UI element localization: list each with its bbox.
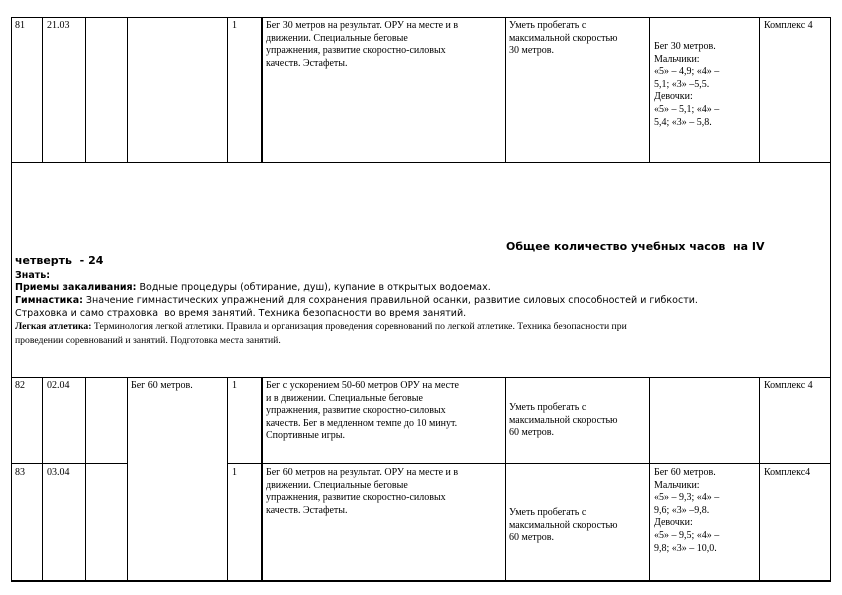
table-border bbox=[11, 162, 831, 163]
lesson-content: Бег 60 метров на результат. ОРУ на месте и в движении. Специальные беговые упражнения, развитие скоростно-силовых качеств. Эстафеты. bbox=[266, 467, 459, 516]
lesson-control: Бег 30 метров. Мальчики: «5» – 4,9; «4» – 5,1; «3» –5,5. Девочки: «5» – 5,1; «4» – 5,4; «3» – 5,8. bbox=[654, 41, 720, 128]
table-border bbox=[759, 17, 760, 163]
section-item bbox=[15, 321, 627, 334]
table-border bbox=[227, 17, 228, 163]
lesson-homework: Комплекс 4 bbox=[764, 380, 813, 391]
section-item-text: Страховка и само страховка во время занятий. Техника безопасности во время занятий. bbox=[15, 308, 467, 319]
section-item-text: Терминология легкой атлетики. Правила и организация проведения соревнований по легкой атлетике. Техника безопасности при bbox=[91, 321, 627, 332]
table-border bbox=[830, 377, 831, 582]
table-border bbox=[85, 377, 86, 582]
lesson-requirements: Уметь пробегать с максимальной скоростью 30 метров. bbox=[509, 20, 618, 57]
table-border bbox=[11, 17, 831, 18]
section-item-text: Водные процедуры (обтирание, душ), купание в открытых водоемах. bbox=[136, 282, 491, 293]
table-border bbox=[759, 377, 760, 582]
section-item bbox=[15, 307, 466, 320]
table-border bbox=[227, 463, 831, 464]
table-border bbox=[11, 377, 831, 378]
table-border bbox=[261, 17, 263, 163]
section-item-text: Значение гимнастических упражнений для сохранения правильной осанки, развитие силовых способностей и гибкости. bbox=[82, 295, 698, 306]
table-border bbox=[261, 377, 263, 582]
table-border bbox=[505, 17, 506, 163]
table-border bbox=[127, 377, 128, 582]
lesson-hours: 1 bbox=[232, 467, 237, 478]
section-item-label: Приемы закаливания: bbox=[15, 282, 137, 293]
section-item-label: Легкая атлетика: bbox=[15, 321, 92, 332]
lesson-content: Бег с ускорением 50-60 метров ОРУ на месте и в движении. Специальные беговые упражнения, развитие скоростно-силовых качеств. Бег в медленном темпе до 10 минут. Спортивные игры. bbox=[266, 380, 459, 442]
lesson-number: 82 bbox=[15, 380, 25, 391]
section-title-continued: четверть - 24 bbox=[15, 254, 104, 267]
table-border bbox=[11, 377, 12, 582]
table-border bbox=[227, 377, 228, 582]
lesson-date: 21.03 bbox=[47, 20, 70, 31]
table-border bbox=[830, 17, 831, 163]
section-item-continued: проведении соревнований и занятий. Подготовка места занятий. bbox=[15, 335, 281, 346]
know-label: Знать: bbox=[15, 270, 51, 281]
lesson-hours: 1 bbox=[232, 20, 237, 31]
lesson-hours: 1 bbox=[232, 380, 237, 391]
table-border bbox=[85, 17, 86, 163]
section-item-label: Гимнастика: bbox=[15, 295, 83, 306]
section-border bbox=[11, 162, 12, 377]
table-border bbox=[649, 377, 650, 582]
lesson-homework: Комплекс 4 bbox=[764, 20, 813, 31]
section-title: Общее количество учебных часов на IV bbox=[506, 240, 765, 253]
lesson-requirements: Уметь пробегать с максимальной скоростью 60 метров. bbox=[509, 402, 618, 439]
section-item bbox=[15, 281, 491, 294]
lesson-date: 03.04 bbox=[47, 467, 70, 478]
table-border bbox=[649, 17, 650, 163]
section-border bbox=[830, 162, 831, 377]
table-border bbox=[11, 580, 831, 582]
table-border bbox=[11, 17, 12, 163]
lesson-control: Бег 60 метров. Мальчики: «5» – 9,3; «4» – 9,6; «3» –9,8. Девочки: «5» – 9,5; «4» – 9,8; «3» – 10,0. bbox=[654, 467, 720, 554]
table-border bbox=[505, 377, 506, 582]
lesson-topic: Бег 60 метров. bbox=[131, 380, 193, 391]
lesson-content: Бег 30 метров на результат. ОРУ на месте и в движении. Специальные беговые упражнения, развитие скоростно-силовых качеств. Эстафеты. bbox=[266, 20, 459, 69]
table-border bbox=[42, 17, 43, 163]
table-border bbox=[11, 463, 127, 464]
lesson-homework: Комплекс4 bbox=[764, 467, 811, 478]
lesson-date: 02.04 bbox=[47, 380, 70, 391]
lesson-number: 81 bbox=[15, 20, 25, 31]
lesson-requirements: Уметь пробегать с максимальной скоростью 60 метров. bbox=[509, 507, 618, 544]
table-border bbox=[127, 17, 128, 163]
section-item bbox=[15, 294, 698, 307]
table-border bbox=[42, 377, 43, 582]
lesson-number: 83 bbox=[15, 467, 25, 478]
